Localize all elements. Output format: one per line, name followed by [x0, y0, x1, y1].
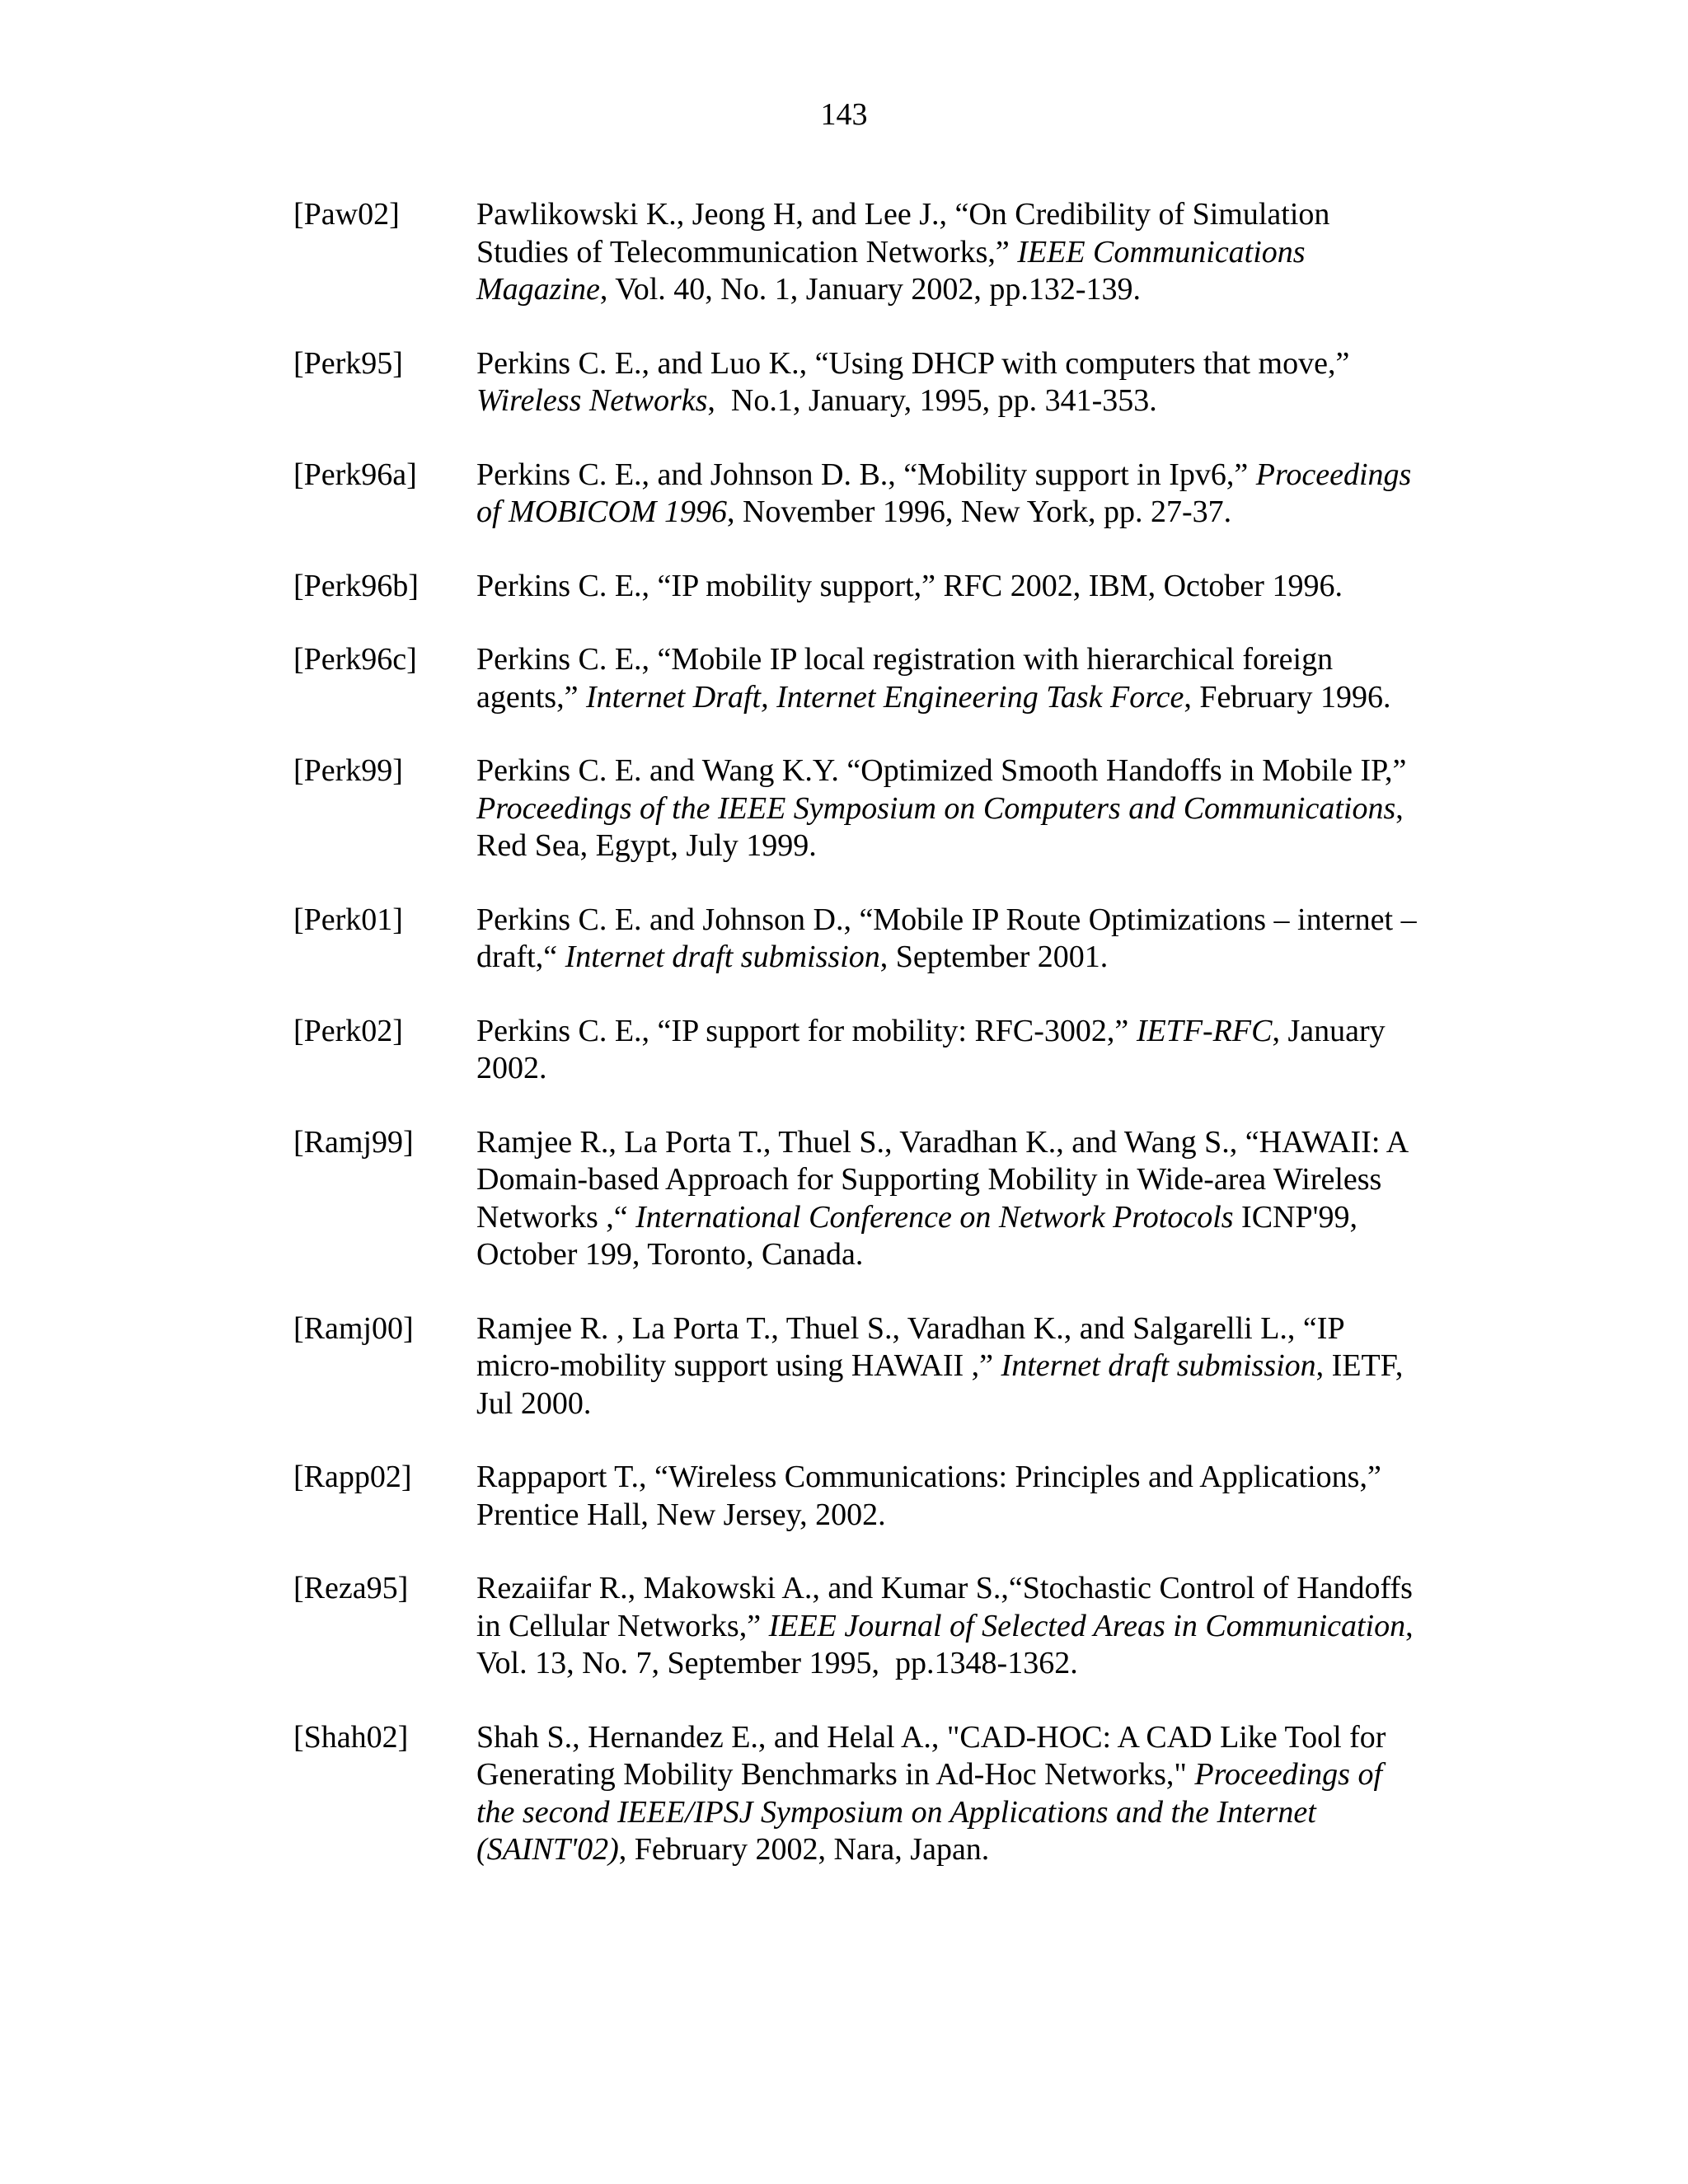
reference-segment: , February 1996. — [1184, 679, 1391, 715]
reference-segment: Pawlikowski K., Jeong H, and Lee J., “On Credibility of Simulation — [476, 197, 1330, 232]
reference-segment: Shah S., Hernandez E., and Helal A., "CAD-HOC: A CAD Like Tool for — [476, 1719, 1386, 1755]
reference-line — [476, 196, 1480, 234]
reference-entry — [293, 641, 1480, 716]
reference-text — [476, 752, 1480, 865]
reference-entry — [293, 568, 1480, 606]
reference-segment: Perkins C. E. and Johnson D., “Mobile IP Route Optimizations – internet – — [476, 902, 1417, 937]
reference-segment: , November 1996, New York, pp. 27-37. — [726, 494, 1232, 529]
reference-line — [476, 1719, 1480, 1757]
reference-line — [476, 1570, 1480, 1608]
reference-segment: Perkins C. E., “IP support for mobility: RFC-3002,” — [476, 1013, 1137, 1048]
reference-segment: Perkins C. E., and Johnson D. B., “Mobility support in Ipv6,” — [476, 457, 1256, 492]
reference-key: [Perk95] — [293, 345, 403, 381]
reference-line — [476, 1124, 1480, 1162]
reference-line — [476, 382, 1480, 420]
reference-italic-segment: Internet Draft, Internet Engineering Task Force — [585, 679, 1184, 715]
reference-key: [Reza95] — [293, 1571, 409, 1605]
reference-italic-segment: of MOBICOM 1996 — [476, 494, 727, 529]
reference-segment: agents,” — [476, 679, 586, 715]
reference-line — [476, 1161, 1480, 1199]
reference-segment: , September 2001. — [879, 940, 1109, 974]
reference-segment: Jul 2000. — [476, 1385, 592, 1421]
reference-key: [Perk96a] — [293, 457, 417, 492]
reference-text — [476, 1570, 1480, 1683]
reference-italic-segment: IETF-RFC — [1136, 1013, 1273, 1048]
reference-segment: , Vol. 40, No. 1, January 2002, pp.132-139. — [599, 272, 1142, 307]
reference-line — [476, 234, 1480, 272]
reference-key: [Perk99] — [293, 753, 403, 788]
reference-segment: in Cellular Networks,” — [476, 1608, 769, 1643]
reference-segment: 2002. — [476, 1051, 547, 1085]
reference-line — [476, 271, 1480, 309]
reference-segment: Domain-based Approach for Supporting Mobility in Wide-area Wireless — [476, 1162, 1382, 1197]
reference-segment: Red Sea, Egypt, July 1999. — [476, 828, 817, 863]
reference-entry — [293, 1459, 1480, 1534]
reference-segment: draft,“ — [476, 940, 565, 974]
reference-line — [476, 827, 1480, 865]
reference-segment: , IETF, — [1315, 1348, 1404, 1383]
reference-entry — [293, 1310, 1480, 1423]
reference-key: [Perk02] — [293, 1013, 403, 1048]
reference-segment: Networks ,“ — [476, 1199, 636, 1235]
reference-text — [476, 457, 1480, 532]
reference-line — [476, 1756, 1480, 1794]
reference-segment: Ramjee R. , La Porta T., Thuel S., Varadhan K., and Salgarelli L., “IP — [476, 1310, 1345, 1346]
reference-line — [476, 1236, 1480, 1274]
reference-line — [476, 1645, 1480, 1683]
reference-segment: Generating Mobility Benchmarks in Ad-Hoc Networks," — [476, 1757, 1195, 1792]
reference-key: [Perk01] — [293, 902, 403, 937]
reference-segment: Ramjee R., La Porta T., Thuel S., Varadhan K., and Wang S., “HAWAII: A — [476, 1124, 1409, 1160]
reference-segment: Vol. 13, No. 7, September 1995, pp.1348-1362. — [476, 1646, 1078, 1680]
reference-segment: Studies of Telecommunication Networks,” — [476, 234, 1018, 269]
reference-italic-segment: the second IEEE/IPSJ Symposium on Applications and the Internet — [476, 1794, 1316, 1830]
reference-key: [Perk96b] — [293, 568, 419, 603]
reference-segment: micro-mobility support using HAWAII ,” — [476, 1348, 1001, 1383]
reference-line — [476, 1310, 1480, 1348]
reference-entry — [293, 1013, 1480, 1088]
reference-entry — [293, 196, 1480, 309]
reference-entry — [293, 345, 1480, 420]
reference-line — [476, 494, 1480, 532]
page-number: 143 — [820, 97, 868, 132]
reference-segment: , January — [1272, 1013, 1386, 1048]
reference-entry — [293, 457, 1480, 532]
reference-text — [476, 1310, 1480, 1423]
reference-entry — [293, 1570, 1480, 1683]
reference-entry — [293, 1124, 1480, 1274]
reference-line — [476, 568, 1480, 606]
reference-key: [Perk96c] — [293, 642, 417, 677]
reference-segment: , — [1405, 1608, 1414, 1643]
reference-text — [476, 902, 1480, 977]
reference-line — [476, 1794, 1480, 1832]
reference-segment: Rezaiifar R., Makowski A., and Kumar S.,“Stochastic Control of Handoffs — [476, 1571, 1413, 1605]
reference-line — [476, 1831, 1480, 1869]
reference-segment: Prentice Hall, New Jersey, 2002. — [476, 1497, 886, 1532]
reference-italic-segment: Internet draft submission — [565, 940, 880, 974]
reference-line — [476, 939, 1480, 977]
reference-entry — [293, 902, 1480, 977]
reference-text — [476, 1459, 1480, 1534]
reference-segment: , No.1, January, 1995, pp. 341-353. — [707, 383, 1157, 418]
reference-line — [476, 641, 1480, 679]
reference-italic-segment: Proceedings of — [1194, 1757, 1382, 1792]
reference-text — [476, 1124, 1480, 1274]
reference-italic-segment: Internet draft submission — [1001, 1348, 1316, 1383]
reference-key: [Paw02] — [293, 197, 400, 232]
reference-line — [476, 1459, 1480, 1497]
reference-text — [476, 1719, 1480, 1869]
reference-segment: , February 2002, Nara, Japan. — [618, 1832, 990, 1867]
reference-line — [476, 679, 1480, 717]
reference-list — [293, 196, 1480, 1905]
reference-text — [476, 568, 1480, 606]
reference-text — [476, 345, 1480, 420]
reference-entry — [293, 752, 1480, 865]
reference-italic-segment: Proceedings of the IEEE Symposium on Computers and Communications — [476, 790, 1396, 826]
reference-italic-segment: (SAINT'02) — [476, 1832, 619, 1867]
reference-italic-segment: Proceedings — [1255, 457, 1412, 492]
reference-line — [476, 1347, 1480, 1385]
reference-line — [476, 1608, 1480, 1646]
reference-key: [Rapp02] — [293, 1460, 412, 1494]
reference-segment: Perkins C. E., “Mobile IP local registration with hierarchical foreign — [476, 642, 1334, 677]
reference-line — [476, 457, 1480, 494]
reference-line — [476, 1497, 1480, 1535]
reference-segment: Perkins C. E. and Wang K.Y. “Optimized Smooth Handoffs in Mobile IP,” — [476, 753, 1407, 788]
reference-text — [476, 196, 1480, 309]
reference-entry — [293, 1719, 1480, 1869]
reference-segment: Perkins C. E., and Luo K., “Using DHCP with computers that move,” — [476, 345, 1350, 381]
reference-segment: Rappaport T., “Wireless Communications: Principles and Applications,” — [476, 1460, 1381, 1494]
reference-text — [476, 1013, 1480, 1088]
reference-line — [476, 752, 1480, 790]
reference-key: [Ramj00] — [293, 1310, 414, 1346]
reference-line — [476, 902, 1480, 940]
reference-line — [476, 1199, 1480, 1237]
reference-italic-segment: International Conference on Network Protocols — [635, 1199, 1234, 1235]
reference-segment: ICNP'99, — [1233, 1199, 1357, 1235]
reference-italic-segment: Magazine — [476, 272, 600, 307]
reference-line — [476, 790, 1480, 828]
reference-line — [476, 1050, 1480, 1088]
reference-key: [Ramj99] — [293, 1124, 414, 1160]
reference-key: [Shah02] — [293, 1719, 409, 1755]
reference-line — [476, 1013, 1480, 1051]
reference-segment: October 199, Toronto, Canada. — [476, 1237, 864, 1272]
reference-text — [476, 641, 1480, 716]
reference-italic-segment: IEEE Journal of Selected Areas in Communication — [768, 1608, 1406, 1643]
reference-line — [476, 345, 1480, 383]
reference-italic-segment: IEEE Communications — [1017, 234, 1306, 269]
reference-segment: , — [1395, 790, 1404, 826]
reference-line — [476, 1385, 1480, 1423]
reference-italic-segment: Wireless Networks — [476, 383, 708, 418]
reference-segment: Perkins C. E., “IP mobility support,” RFC 2002, IBM, October 1996. — [476, 568, 1343, 603]
